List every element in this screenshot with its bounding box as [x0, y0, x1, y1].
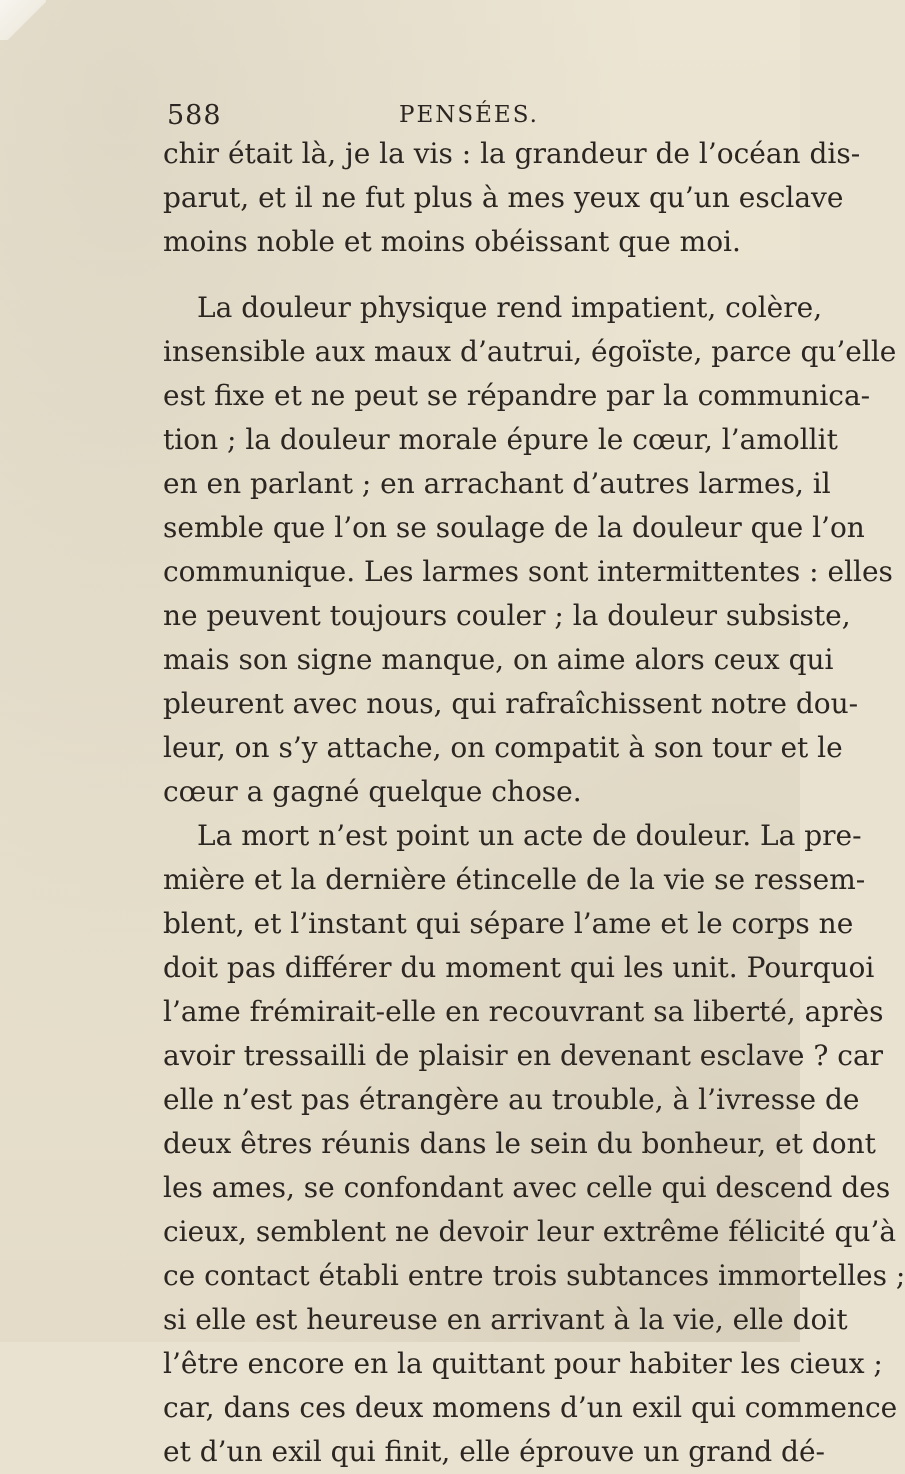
paragraph-gap	[163, 264, 759, 286]
text-line: car, dans ces deux momens d’un exil qui commence	[163, 1391, 898, 1424]
text-line: ce contact établi entre trois subtances immortelles ;	[163, 1259, 905, 1292]
text-line: La douleur physique rend impatient, colère,	[197, 291, 823, 324]
page-corner-fold	[0, 0, 46, 40]
text-line: moins noble et moins obéissant que moi.	[163, 225, 741, 258]
text-line: parut, et il ne fut plus à mes yeux qu’un esclave	[163, 181, 844, 214]
text-line: insensible aux maux d’autrui, égoïste, parce qu’elle	[163, 335, 897, 368]
text-line: blent, et l’instant qui sépare l’ame et le corps ne	[163, 907, 854, 940]
text-line: elle n’est pas étrangère au trouble, à l’ivresse de	[163, 1083, 860, 1116]
text-line: cieux, semblent ne devoir leur extrême félicité qu’à	[163, 1215, 897, 1248]
text-line: l’être encore en la quittant pour habiter les cieux ;	[163, 1347, 883, 1380]
header-title: PENSÉES.	[399, 102, 539, 128]
text-line: et d’un exil qui finit, elle éprouve un grand dé-	[163, 1435, 826, 1468]
text-line: communique. Les larmes sont intermittentes : elles	[163, 555, 893, 588]
text-line: deux êtres réunis dans le sein du bonheur, et dont	[163, 1127, 876, 1160]
text-line: cœur a gagné quelque chose.	[163, 775, 582, 808]
paragraph	[163, 132, 861, 264]
text-line: en en parlant ; en arrachant d’autres larmes, il	[163, 467, 831, 500]
text-line: si elle est heureuse en arrivant à la vie, elle doit	[163, 1303, 848, 1336]
text-line: La mort n’est point un acte de douleur. La pre-	[197, 819, 862, 852]
text-line: mière et la dernière étincelle de la vie se ressem-	[163, 863, 866, 896]
text-line: mais son signe manque, on aime alors ceux qui	[163, 643, 834, 676]
text-line: est fixe et ne peut se répandre par la communica-	[163, 379, 871, 412]
paragraph	[163, 286, 897, 814]
text-line: ne peuvent toujours couler ; la douleur subsiste,	[163, 599, 851, 632]
text-line: les ames, se confondant avec celle qui descend des	[163, 1171, 891, 1204]
text-line: l’ame frémirait-elle en recouvrant sa liberté, après	[163, 995, 884, 1028]
page-number: 588	[167, 100, 222, 131]
text-line: avoir tressailli de plaisir en devenant esclave ? car	[163, 1039, 884, 1072]
text-line: pleurent avec nous, qui rafraîchissent notre dou-	[163, 687, 859, 720]
running-head	[167, 100, 680, 134]
text-line: chir était là, je la vis : la grandeur de l’océan dis-	[163, 137, 861, 170]
text-line: tion ; la douleur morale épure le cœur, l’amollit	[163, 423, 838, 456]
paragraph	[163, 814, 905, 1474]
body-text	[163, 132, 905, 1474]
text-line: leur, on s’y attache, on compatit à son tour et le	[163, 731, 843, 764]
text-line: doit pas différer du moment qui les unit. Pourquoi	[163, 951, 875, 984]
text-line: semble que l’on se soulage de la douleur que l’on	[163, 511, 865, 544]
